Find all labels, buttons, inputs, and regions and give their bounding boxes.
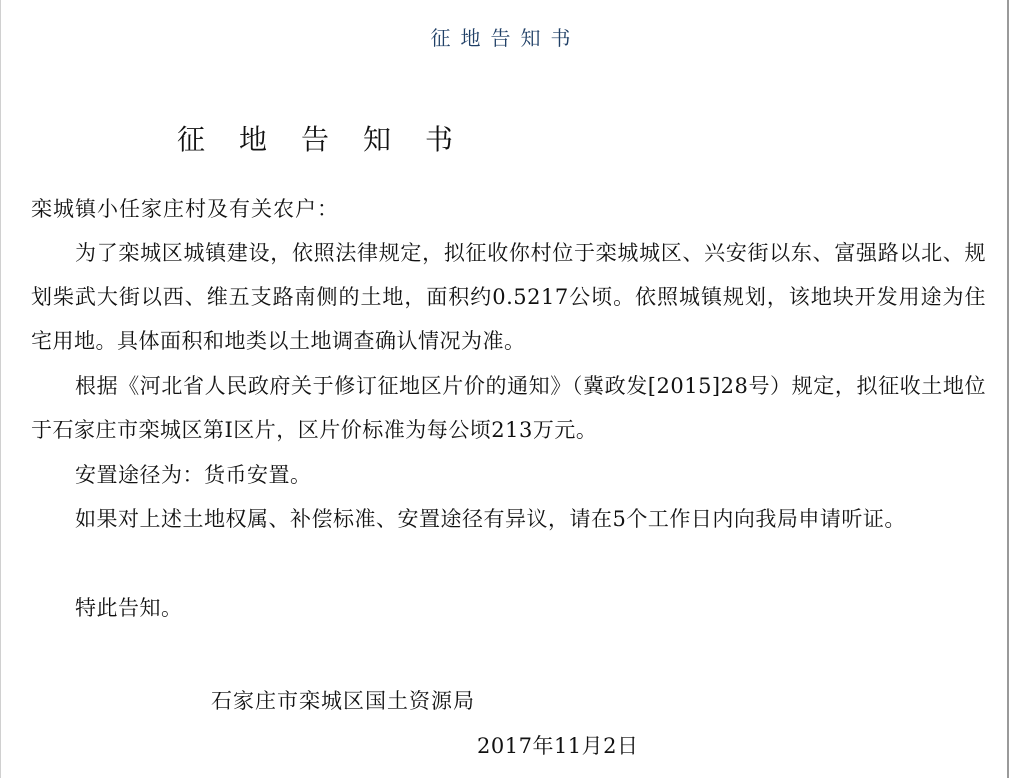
paragraph-compensation-standard: 根据《河北省人民政府关于修订征地区片价的通知》（冀政发[2015]28号）规定，拟征收土地位于石家庄市栾城区第I区片，区片价标准为每公顷213万元。	[31, 374, 986, 442]
paragraph-resettlement: 安置途径为：货币安置。	[75, 463, 312, 487]
addressee-line: 栾城镇小任家庄村及有关农户：	[31, 197, 339, 221]
notice-title: 征地告知书	[177, 123, 488, 156]
paragraph-project-description: 为了栾城区城镇建设，依照法律规定，拟征收你村位于栾城城区、兴安街以东、富强路以北、规划柴武大街以西、维五支路南侧的土地，面积约0.5217公顷。依照城镇规划，该地块开发用途为住宅用地。具体面积和地类以土地调查确认情况为准。	[31, 241, 986, 353]
issue-date: 2017年11月2日	[477, 734, 639, 758]
paragraph-closing: 特此告知。	[75, 596, 183, 620]
paragraph-hearing-request: 如果对上述土地权属、补偿标准、安置途径有异议，请在5个工作日内向我局申请听证。	[75, 507, 906, 531]
issuer-signature: 石家庄市栾城区国土资源局	[211, 689, 475, 713]
header-title: 征地告知书	[430, 26, 581, 50]
